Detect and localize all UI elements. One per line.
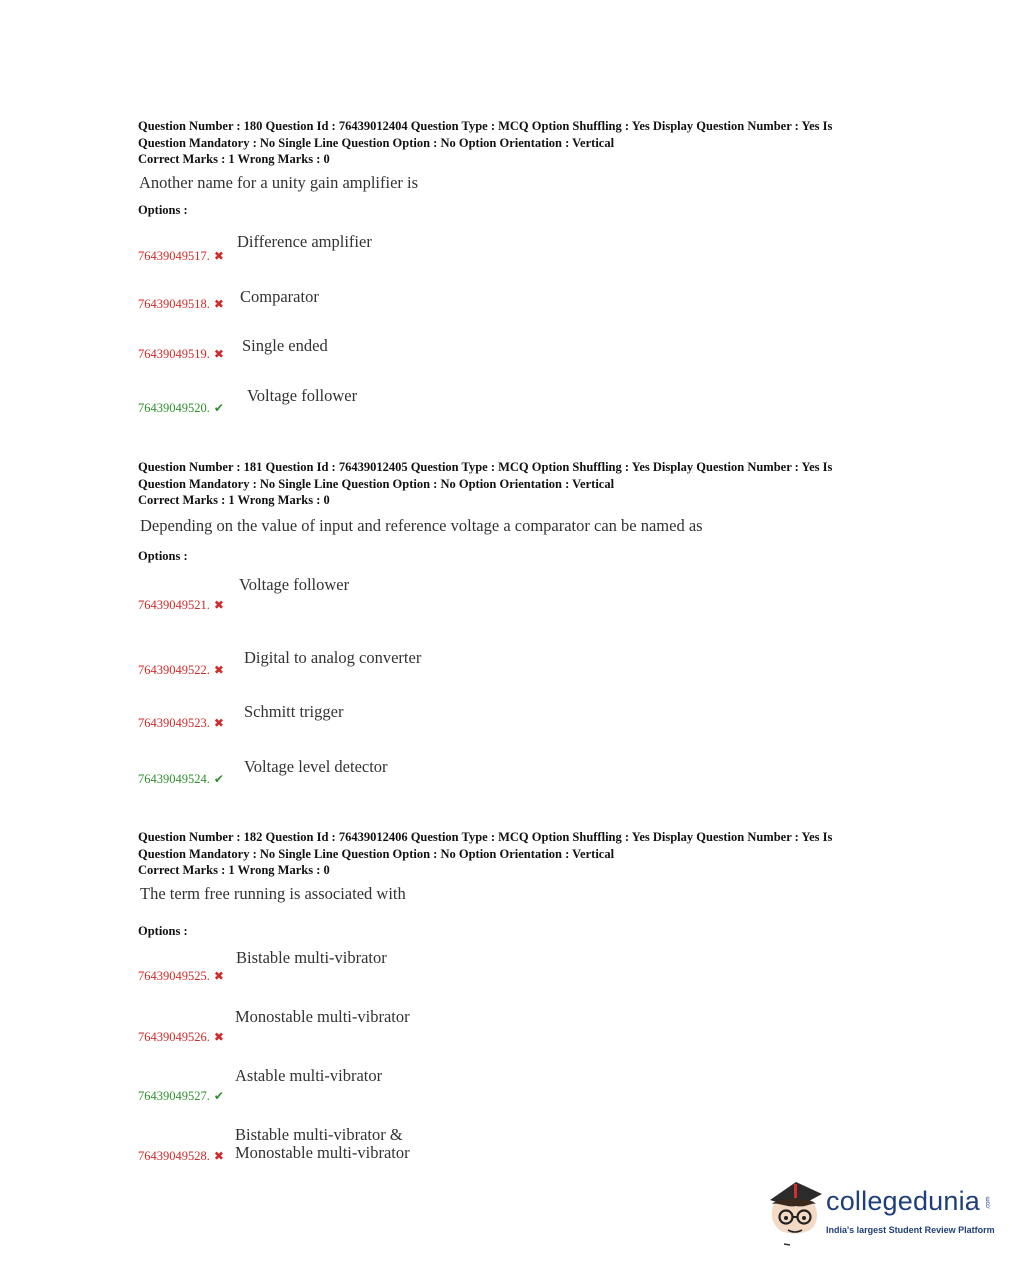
option-text: Voltage follower bbox=[247, 386, 358, 405]
meta-line-3: Correct Marks : 1 Wrong Marks : 0 bbox=[138, 863, 330, 877]
option-id: 76439049525. ✖ bbox=[138, 969, 224, 983]
option-id: 76439049518. ✖ bbox=[138, 297, 224, 311]
option-text-line-2: Monostable multi-vibrator bbox=[235, 1143, 410, 1162]
option-id: 76439049527. ✔ bbox=[138, 1089, 224, 1103]
option-id: 76439049520. ✔ bbox=[138, 401, 224, 415]
question-text: The term free running is associated with bbox=[140, 884, 406, 903]
option-text-line-1: Bistable multi-vibrator & bbox=[235, 1125, 403, 1144]
option-id: 76439049522. ✖ bbox=[138, 663, 224, 677]
meta-line-2: Question Mandatory : No Single Line Question Option : No Option Orientation : Vertical bbox=[138, 476, 615, 491]
option-text: Single ended bbox=[242, 336, 328, 355]
meta-line-3: Correct Marks : 1 Wrong Marks : 0 bbox=[138, 152, 330, 166]
question-meta bbox=[138, 829, 908, 879]
option-text: Digital to analog converter bbox=[244, 648, 422, 667]
options-label: Options : bbox=[138, 924, 188, 938]
meta-line-2: Question Mandatory : No Single Line Question Option : No Option Orientation : Vertical bbox=[138, 135, 615, 150]
mascot-icon bbox=[766, 1178, 824, 1248]
option-id: 76439049523. ✖ bbox=[138, 716, 224, 730]
question-meta bbox=[138, 118, 908, 168]
question-text: Depending on the value of input and reference voltage a comparator can be named as bbox=[140, 516, 703, 535]
question-meta bbox=[138, 459, 908, 509]
question-180 bbox=[138, 118, 908, 415]
logo-suffix: .com bbox=[985, 1196, 992, 1210]
logo-tagline: India's largest Student Review Platform bbox=[826, 1225, 995, 1235]
cross-icon: ✖ bbox=[213, 249, 224, 263]
question-text: Another name for a unity gain amplifier is bbox=[139, 173, 419, 192]
cross-icon: ✖ bbox=[213, 347, 224, 361]
collegedunia-logo bbox=[766, 1178, 996, 1248]
cross-icon: ✖ bbox=[213, 1149, 224, 1163]
question-181 bbox=[138, 459, 908, 786]
option-id: 76439049521. ✖ bbox=[138, 598, 224, 612]
meta-line-2: Question Mandatory : No Single Line Question Option : No Option Orientation : Vertical bbox=[138, 846, 615, 861]
meta-line-1: Question Number : 181 Question Id : 76439012405 Question Type : MCQ Option Shuffling : Yes Display Question Number : Yes Is bbox=[138, 460, 833, 474]
cross-icon: ✖ bbox=[213, 663, 224, 677]
cross-icon: ✖ bbox=[213, 716, 224, 730]
cross-icon: ✖ bbox=[213, 598, 224, 612]
meta-line-3: Correct Marks : 1 Wrong Marks : 0 bbox=[138, 493, 330, 507]
option-text: Voltage level detector bbox=[244, 757, 388, 776]
options-label: Options : bbox=[138, 203, 188, 217]
option-text: Astable multi-vibrator bbox=[235, 1066, 383, 1085]
option-text: Schmitt trigger bbox=[244, 702, 344, 721]
option-text: Monostable multi-vibrator bbox=[235, 1007, 410, 1026]
option-text: Bistable multi-vibrator bbox=[236, 948, 387, 967]
option-id: 76439049524. ✔ bbox=[138, 772, 224, 786]
logo-wordmark: collegedunia bbox=[826, 1186, 981, 1216]
question-182 bbox=[138, 829, 908, 1163]
options-label: Options : bbox=[138, 549, 188, 563]
option-id: 76439049526. ✖ bbox=[138, 1030, 224, 1044]
option-id: 76439049517. ✖ bbox=[138, 249, 224, 263]
cross-icon: ✖ bbox=[213, 1030, 224, 1044]
option-text: Comparator bbox=[240, 287, 319, 306]
cross-icon: ✖ bbox=[213, 297, 224, 311]
cross-icon: ✖ bbox=[213, 969, 224, 983]
meta-line-1: Question Number : 182 Question Id : 76439012406 Question Type : MCQ Option Shuffling : Yes Display Question Number : Yes Is bbox=[138, 830, 833, 844]
option-id: 76439049528. ✖ bbox=[138, 1149, 224, 1163]
meta-line-1: Question Number : 180 Question Id : 76439012404 Question Type : MCQ Option Shuffling : Yes Display Question Number : Yes Is bbox=[138, 119, 833, 133]
check-icon: ✔ bbox=[213, 1089, 224, 1103]
check-icon: ✔ bbox=[213, 772, 224, 786]
option-id: 76439049519. ✖ bbox=[138, 347, 224, 361]
check-icon: ✔ bbox=[213, 401, 224, 415]
option-text: Voltage follower bbox=[239, 575, 350, 594]
option-text: Difference amplifier bbox=[237, 232, 372, 251]
